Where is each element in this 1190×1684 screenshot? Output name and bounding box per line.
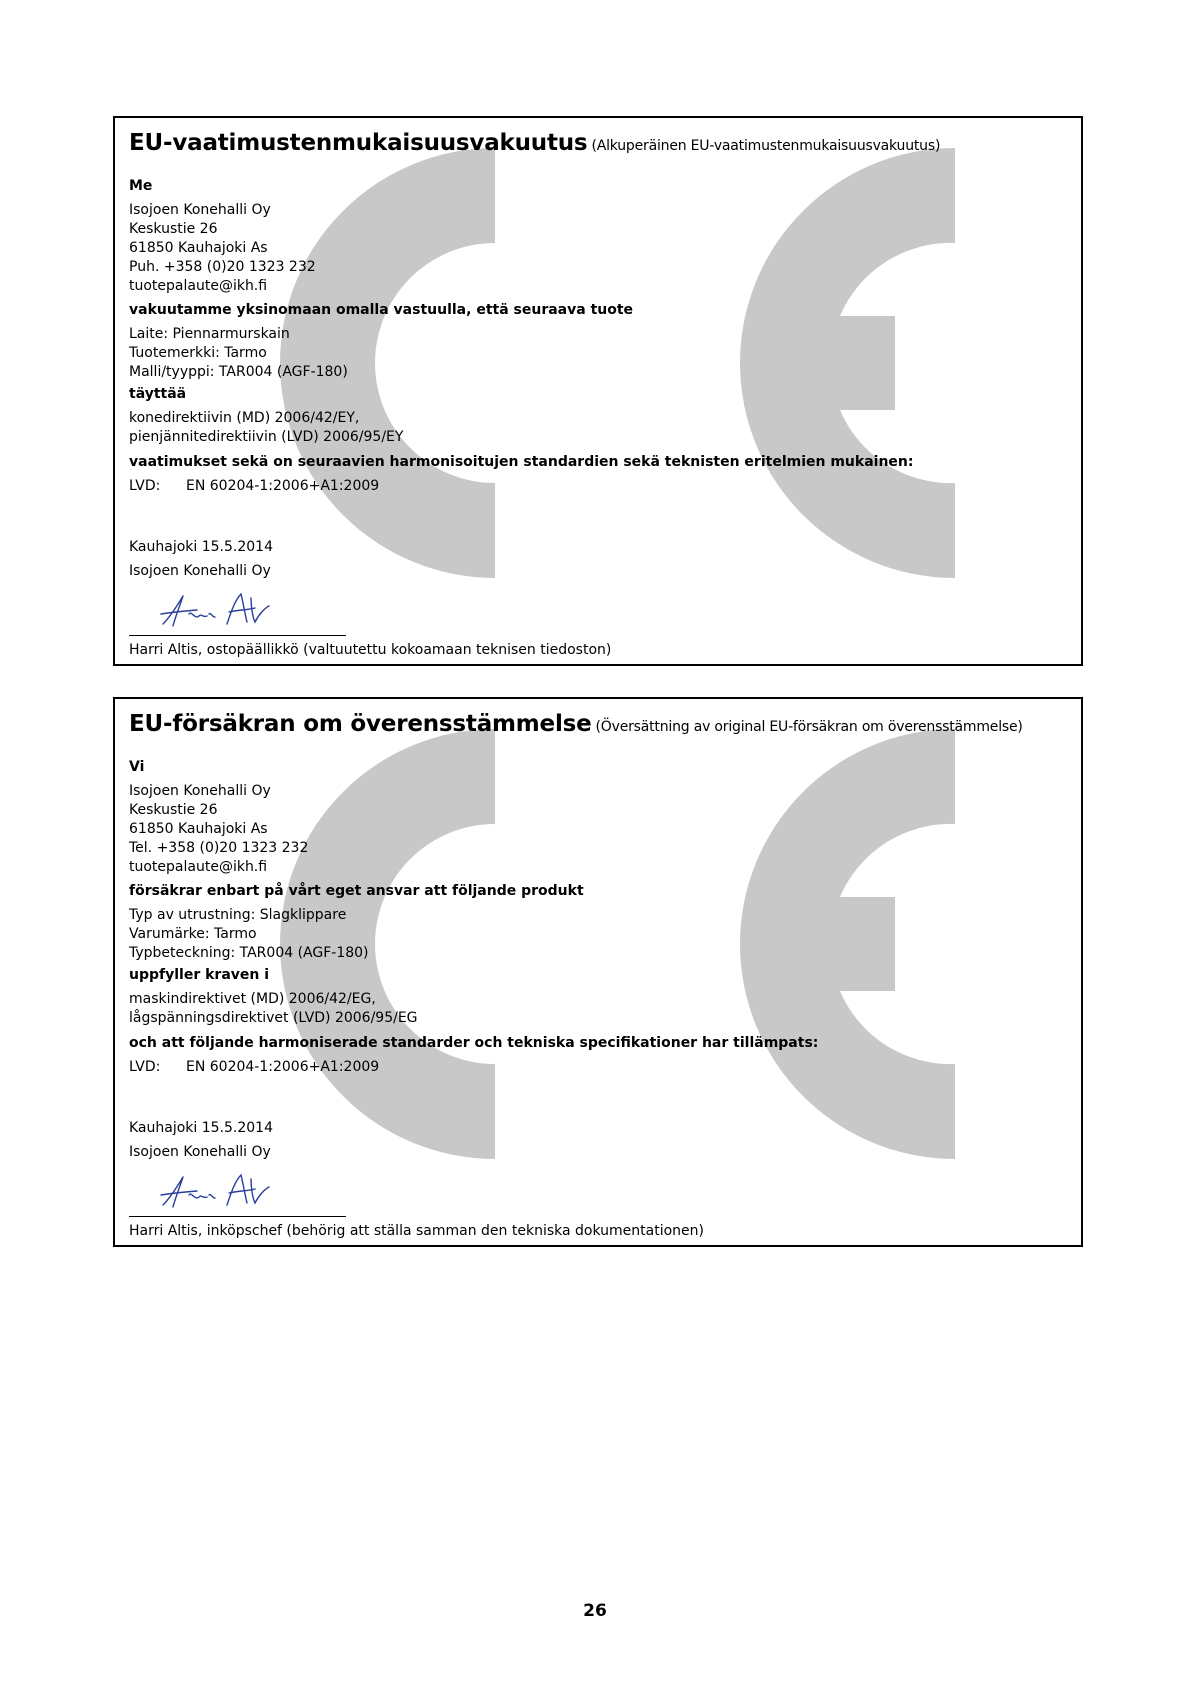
standards-intro: vaatimukset sekä on seuraavien harmonisoitujen standardien sekä teknisten eritelmien mukainen:: [129, 454, 914, 470]
signatory: Harri Altis, inköpschef (behörig att ställa samman den tekniska dokumentationen): [129, 1223, 704, 1239]
company-city: 61850 Kauhajoki As: [129, 240, 268, 256]
signing-company: Isojoen Konehalli Oy: [129, 563, 271, 579]
declare-statement: vakuutamme yksinomaan omalla vastuulla, että seuraava tuote: [129, 302, 634, 318]
declaration-swedish: [113, 697, 1083, 1247]
standard-label: LVD:: [129, 1059, 161, 1075]
standard-entry: [129, 1059, 379, 1075]
declaration-title: EU-försäkran om överensstämmelse (Översättning av original EU-försäkran om överensstämmelse): [129, 711, 1023, 737]
product-type: Typ av utrustning: Slagklippare: [129, 907, 347, 923]
directive-lvd: lågspänningsdirektivet (LVD) 2006/95/EG: [129, 1010, 418, 1026]
declaration-finnish: [113, 116, 1083, 666]
place-date: Kauhajoki 15.5.2014: [129, 1120, 273, 1136]
product-model: Malli/tyyppi: TAR004 (AGF-180): [129, 364, 348, 380]
standard-value: EN 60204-1:2006+A1:2009: [186, 478, 380, 494]
company-email: tuotepalaute@ikh.fi: [129, 859, 268, 875]
declare-statement: försäkrar enbart på vårt eget ansvar att följande produkt: [129, 883, 584, 899]
signing-company: Isojoen Konehalli Oy: [129, 1144, 271, 1160]
directive-lvd: pienjännitedirektiivin (LVD) 2006/95/EY: [129, 429, 404, 445]
standard-entry: [129, 478, 379, 494]
product-model: Typbeteckning: TAR004 (AGF-180): [129, 945, 369, 961]
company-street: Keskustie 26: [129, 221, 218, 237]
company-name: Isojoen Konehalli Oy: [129, 783, 271, 799]
declaration-subtitle: (Översättning av original EU-försäkran om överensstämmelse): [595, 719, 1023, 735]
product-brand: Tuotemerkki: Tarmo: [129, 345, 267, 361]
signature-image: [155, 584, 275, 634]
directive-md: maskindirektivet (MD) 2006/42/EG,: [129, 991, 376, 1007]
company-name: Isojoen Konehalli Oy: [129, 202, 271, 218]
standard-label: LVD:: [129, 478, 161, 494]
declaration-subtitle: (Alkuperäinen EU-vaatimustenmukaisuusvakuutus): [591, 138, 941, 154]
fulfils-label: täyttää: [129, 386, 187, 402]
company-street: Keskustie 26: [129, 802, 218, 818]
standards-intro: och att följande harmoniserade standarder och tekniska specifikationer har tillämpats:: [129, 1035, 819, 1051]
we-label: Vi: [129, 759, 145, 775]
fulfils-label: uppfyller kraven i: [129, 967, 270, 983]
signature-line: [129, 1216, 346, 1217]
declaration-title: EU-vaatimustenmukaisuusvakuutus (Alkuperäinen EU-vaatimustenmukaisuusvakuutus): [129, 130, 941, 156]
signature-image: [155, 1165, 275, 1215]
page-number: 26: [583, 1601, 607, 1621]
product-brand: Varumärke: Tarmo: [129, 926, 257, 942]
company-phone: Puh. +358 (0)20 1323 232: [129, 259, 316, 275]
company-phone: Tel. +358 (0)20 1323 232: [129, 840, 309, 856]
signatory: Harri Altis, ostopäällikkö (valtuutettu kokoamaan teknisen tiedoston): [129, 642, 612, 658]
company-email: tuotepalaute@ikh.fi: [129, 278, 268, 294]
product-type: Laite: Piennarmurskain: [129, 326, 290, 342]
directive-md: konedirektiivin (MD) 2006/42/EY,: [129, 410, 360, 426]
place-date: Kauhajoki 15.5.2014: [129, 539, 273, 555]
company-city: 61850 Kauhajoki As: [129, 821, 268, 837]
we-label: Me: [129, 178, 153, 194]
standard-value: EN 60204-1:2006+A1:2009: [186, 1059, 380, 1075]
signature-line: [129, 635, 346, 636]
